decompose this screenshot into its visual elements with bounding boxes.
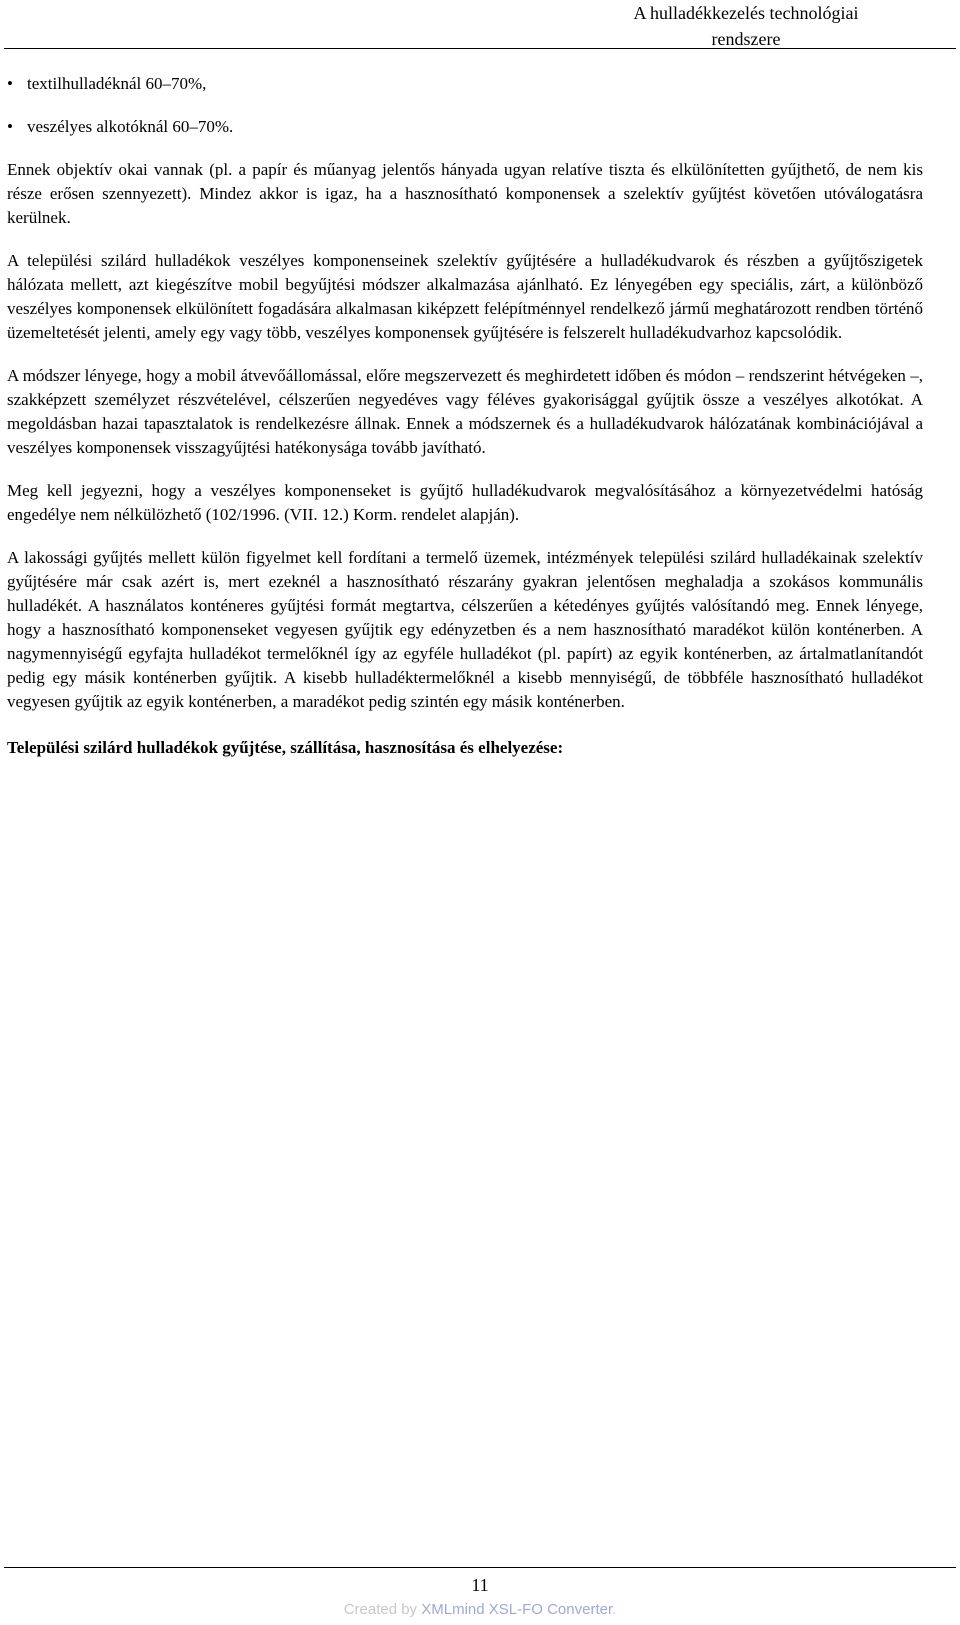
list-item-text: textilhulladéknál 60–70%, (27, 74, 207, 93)
header-divider (4, 48, 956, 49)
header-title-line1: A hulladékkezelés technológiai (633, 3, 859, 23)
converter-suffix: . (612, 1601, 617, 1618)
bullet-list (7, 72, 923, 139)
bullet-icon: • (7, 74, 13, 93)
page-body (7, 72, 923, 779)
header-title-line2: rendszere (711, 29, 781, 49)
paragraph: Ennek objektív okai vannak (pl. a papír és műanyag jelentős hányada ugyan relatíve tiszta és elkülönítetten gyűjthető, de nem kis része erősen szennyezett). Mindez akkor is igaz, ha a hasznosítható komponensek a szelektív gyűjtést követően utóválogatásra kerülnek. (7, 160, 923, 227)
converter-credit (0, 1600, 960, 1620)
converter-brand-link[interactable]: XMLmind XSL-FO Converter (421, 1601, 613, 1618)
paragraph: Meg kell jegyezni, hogy a veszélyes komponenseket is gyűjtő hulladékudvarok megvalósításához a környezetvédelmi hatóság engedélye nem nélkülözhető (102/1996. (VII. 12.) Korm. rendelet alapján). (7, 481, 923, 524)
list-item (7, 115, 923, 139)
section-heading: Települési szilárd hulladékok gyűjtése, szállítása, hasznosítása és elhelyezése: (7, 738, 564, 757)
paragraph: A lakossági gyűjtés mellett külön figyelmet kell fordítani a termelő üzemek, intézmények települési szilárd hulladékainak szelektív gyűjtésére már csak azért is, mert ezeknél a hasznosítható részarány gyakran jelentősen meghaladja a szokásos kommunális hulladékét. A használatos konténeres gyűjtési formát megtartva, célszerűen a kétedényes gyűjtés valósítandó meg. Ennek lényege, hogy a hasznosítható komponenseket vegyesen gyűjtik egy edényzetben és a nem hasznosítható maradékot külön konténerben. A nagymennyiségű egyfajta hulladékot termelőknél így az egyféle hulladékot (pl. papírt) az egyik konténerben, az ártalmatlanítandót pedig egy másik konténerben gyűjtik. A kisebb hulladéktermelőknél a kisebb mennyiségű, de többféle hasznosítható hulladékot vegyesen gyűjtik az egyik konténerben, a maradékot pedig szintén egy másik konténerben. (7, 548, 923, 711)
converter-prefix: Created by (343, 1601, 422, 1618)
footer-divider (4, 1567, 956, 1568)
running-header (566, 0, 926, 52)
page-number: 11 (471, 1575, 489, 1595)
paragraph: A módszer lényege, hogy a mobil átvevőállomással, előre megszervezett és meghirdetett időben és módon – rendszerint hétvégeken –, szakképzett személyzet részvételével, célszerűen negyedéves vagy féléves gyakorisággal gyűjtik össze a veszélyes alkotókat. A megoldásban hazai tapasztalatok is rendelkezésre állnak. Ennek a módszernek és a hulladékudvarok hálózatának kombinációjával a veszélyes komponensek visszagyűjtési hatékonysága tovább javítható. (7, 366, 923, 457)
bullet-icon: • (7, 117, 13, 136)
paragraph: A települési szilárd hulladékok veszélyes komponenseinek szelektív gyűjtésére a hulladékudvarok és részben a gyűjtőszigetek hálózata mellett, azt kiegészítve mobil begyűjtési módszer alkalmazása ajánlható. Ez lényegében egy speciális, zárt, a különböző veszélyes komponensek elkülönített fogadására alkalmasan kiképzett felépítménnyel rendelkező jármű meghatározott rendben történő üzemeltetését jelenti, amely egy vagy több, veszélyes komponensek gyűjtésére is felszerelt hulladékudvarhoz kapcsolódik. (7, 251, 923, 342)
list-item (7, 72, 923, 96)
list-item-text: veszélyes alkotóknál 60–70%. (27, 117, 234, 136)
